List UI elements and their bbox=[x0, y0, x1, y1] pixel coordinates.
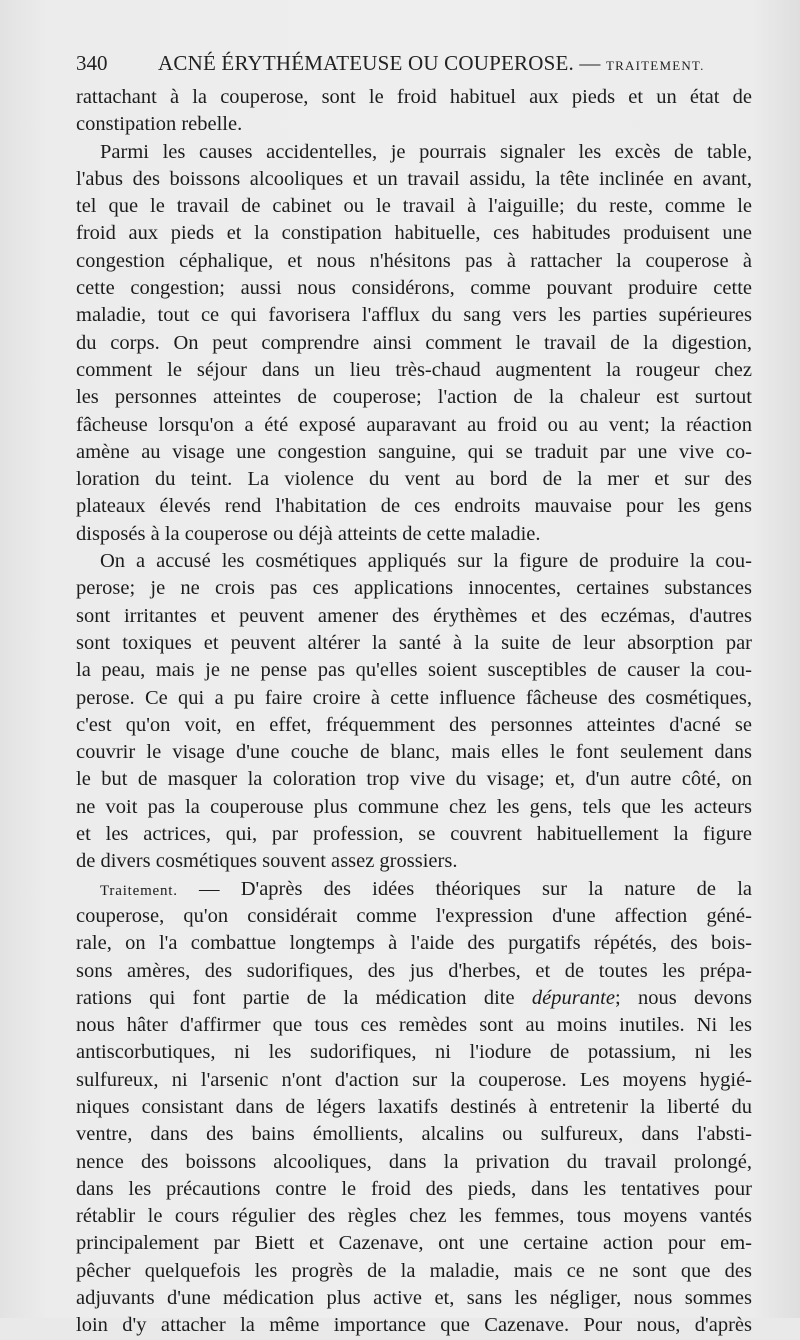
text-line: loin d'y attacher la même importance que Cazenave. Pour nous, d'après bbox=[76, 1314, 752, 1337]
text-line: rattachant à la couperose, sont le froid habituel aux pieds et un état de bbox=[76, 86, 752, 108]
text-line: fâcheuse lorsqu'on a été exposé auparavant au froid ou au vent; la réaction bbox=[76, 413, 752, 436]
text-line: perose. Ce qui a pu faire croire à cette influence fâcheuse des cosmétiques, bbox=[76, 686, 752, 709]
text-line: D'après des idées théoriques sur la nature de la bbox=[240, 877, 752, 900]
text-line: du corps. On peut comprendre ainsi comment le travail de la digestion, bbox=[76, 331, 752, 354]
text-line: loration du teint. La violence du vent au bord de la mer et sur des bbox=[76, 468, 752, 491]
running-title-text: ACNÉ ÉRYTHÉMATEUSE OU COUPEROSE. — bbox=[158, 51, 601, 75]
italic-term: dépurante bbox=[531, 986, 615, 1009]
text-line: On a accusé les cosmétiques appliqués sur la figure de produire la cou- bbox=[100, 550, 752, 573]
text-line: l'abus des boissons alcooliques et un travail assidu, la tête inclinée en avant, bbox=[76, 167, 752, 190]
text-line: principalement par Biett et Cazenave, ont une certaine action pour em- bbox=[76, 1232, 752, 1255]
text-line: nence des boissons alcooliques, dans la privation du travail prolongé, bbox=[76, 1150, 752, 1173]
text-line: Parmi les causes accidentelles, je pourrais signaler les excès de table, bbox=[100, 140, 752, 163]
running-header bbox=[76, 48, 752, 78]
em-dash: — bbox=[177, 877, 241, 900]
text-line-with-italic bbox=[76, 985, 752, 1012]
text-line: niques consistant dans de légers laxatifs destinés à entretenir la liberté du bbox=[76, 1095, 752, 1118]
text-line: adjuvants d'une médication plus active et, sans les négliger, nous sommes bbox=[76, 1287, 752, 1310]
text-line: de divers cosmétiques souvent assez grossiers. bbox=[76, 850, 458, 873]
text-line: le but de masquer la coloration trop vive du visage; et, d'un autre côté, on bbox=[76, 768, 752, 791]
text-line: sont irritantes et peuvent amener des érythèmes et des eczémas, d'autres bbox=[76, 604, 752, 627]
text-line: pêcher quelquefois les progrès de la maladie, mais ce ne sont que des bbox=[76, 1259, 752, 1282]
text-line: rétablir le cours régulier des règles chez les femmes, tous moyens vantés bbox=[76, 1205, 752, 1228]
text-line: sont toxiques et peuvent altérer la santé à la suite de leur absorption par bbox=[76, 631, 752, 654]
text-line: maladie, tout ce qui favorisera l'afflux du sang vers les parties supérieures bbox=[76, 304, 752, 327]
running-title bbox=[158, 48, 705, 81]
page-body bbox=[76, 84, 752, 1340]
text-line: plateaux élevés rend l'habitation de ces endroits mauvaise pour les gens bbox=[76, 495, 752, 518]
text-line: la peau, mais je ne pense pas qu'elles soient susceptibles de causer la cou- bbox=[76, 659, 752, 682]
text-line: c'est qu'on voit, en effet, fréquemment des personnes atteintes d'acné se bbox=[76, 713, 752, 736]
text-line: perose; je ne crois pas ces applications innocentes, certaines substances bbox=[76, 577, 752, 600]
text-line: couvrir le visage d'une couche de blanc, mais elles le font seulement dans bbox=[76, 741, 752, 764]
text-line: ventre, dans des bains émollients, alcalins ou sulfureux, dans l'absti- bbox=[76, 1123, 752, 1146]
text-line: sons amères, des sudorifiques, des jus d'herbes, et de toutes les prépa- bbox=[76, 959, 752, 982]
text-line: cette congestion; aussi nous considérons, comme pouvant produire cette bbox=[76, 277, 752, 300]
text-line: amène au visage une congestion sanguine, qui se traduit par une vive co- bbox=[76, 440, 752, 463]
page-number: 340 bbox=[76, 51, 108, 75]
text-line: sulfureux, ni l'arsenic n'ont d'action sur la couperose. Les moyens hygié- bbox=[76, 1068, 752, 1091]
section-heading-line bbox=[76, 876, 752, 903]
traitement-heading: Traitement. bbox=[100, 882, 178, 899]
text-line: constipation rebelle. bbox=[76, 113, 243, 136]
text-line: et les actrices, qui, par profession, se couvrent habituellement la figure bbox=[76, 823, 752, 846]
text-line: congestion céphalique, et nous n'hésitons pas à rattacher la couperose à bbox=[76, 249, 752, 272]
text-line: froid aux pieds et la constipation habituelle, ces habitudes produisent une bbox=[76, 222, 752, 245]
section-label: TRAITEMENT. bbox=[606, 58, 705, 73]
text-line: rale, on l'a combattue longtemps à l'aide des purgatifs répétés, des bois- bbox=[76, 932, 752, 955]
text-line: tel que le travail de cabinet ou le travail à l'aiguille; du reste, comme le bbox=[76, 195, 752, 218]
text-line-tail: ; nous devons bbox=[614, 986, 752, 1009]
text-line: antiscorbutiques, ni les sudorifiques, ni l'iodure de potassium, ni les bbox=[76, 1041, 752, 1064]
text-line: disposés à la couperose ou déjà atteints de cette maladie. bbox=[76, 522, 541, 545]
text-line: ne voit pas la couperouse plus commune chez les gens, tels que les acteurs bbox=[76, 795, 752, 818]
text-line: rations qui font partie de la médication dite bbox=[76, 986, 515, 1009]
text-line: comment le séjour dans un lieu très-chaud augmentent la rougeur chez bbox=[76, 358, 752, 381]
text-line: couperose, qu'on considérait comme l'expression d'une affection géné- bbox=[76, 904, 752, 927]
text-line: dans les précautions contre le froid des pieds, dans les tentatives pour bbox=[76, 1177, 752, 1200]
text-line: nous hâter d'affirmer que tous ces remèdes sont au moins inutiles. Ni les bbox=[76, 1014, 752, 1037]
text-line: les personnes atteintes de couperose; l'action de la chaleur est surtout bbox=[76, 386, 752, 409]
